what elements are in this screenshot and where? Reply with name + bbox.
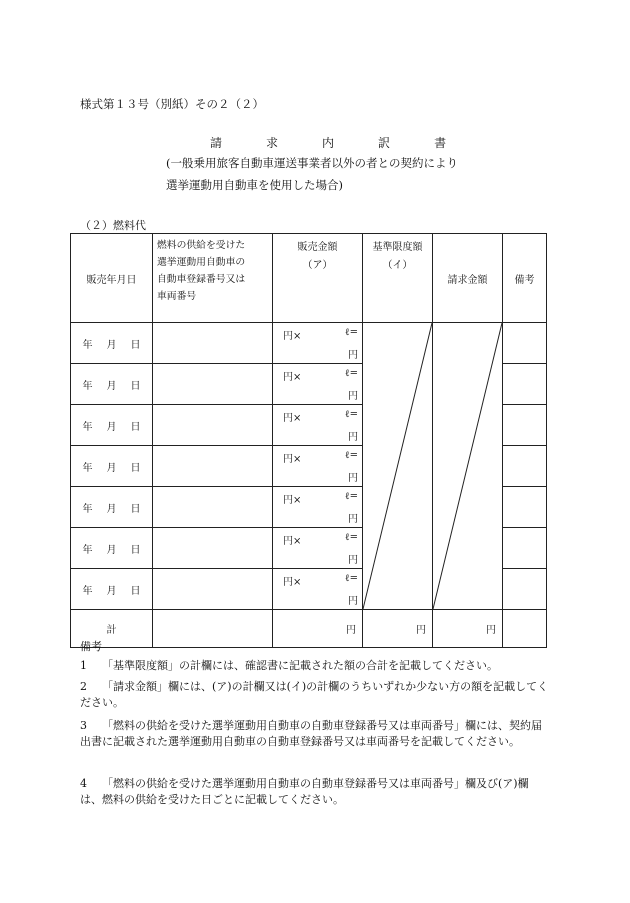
remarks-cell[interactable] [503, 364, 547, 405]
vehicle-cell[interactable] [153, 405, 273, 446]
subtitle-line-1: (一般乗用旅客自動車運送事業者以外の者との契約により [166, 156, 458, 170]
date-cell[interactable]: 年 月 日 [71, 528, 153, 569]
header-date: 販売年月日 [71, 234, 153, 323]
total-row [71, 610, 547, 648]
remarks-cell[interactable] [503, 405, 547, 446]
remarks-cell[interactable] [503, 323, 547, 364]
header-claim: 請求金額 [433, 234, 503, 323]
vehicle-cell[interactable] [153, 364, 273, 405]
total-vehicle-cell [153, 610, 273, 648]
amount-cell[interactable]: 円× ℓ= 円 [273, 446, 363, 487]
date-cell[interactable]: 年 月 日 [71, 487, 153, 528]
remarks-cell[interactable] [503, 446, 547, 487]
vehicle-cell[interactable] [153, 569, 273, 610]
date-cell[interactable]: 年 月 日 [71, 569, 153, 610]
amount-cell[interactable]: 円× ℓ= 円 [273, 364, 363, 405]
total-limit-cell[interactable]: 円 [363, 610, 433, 648]
vehicle-cell[interactable] [153, 487, 273, 528]
total-remarks-cell[interactable] [503, 610, 547, 648]
total-claim-cell[interactable]: 円 [433, 610, 503, 648]
header-limit: 基準限度額 （イ） [363, 234, 433, 323]
date-cell[interactable]: 年 月 日 [71, 446, 153, 487]
amount-cell[interactable]: 円× ℓ= 円 [273, 323, 363, 364]
amount-cell[interactable]: 円× ℓ= 円 [273, 405, 363, 446]
total-amount-cell[interactable]: 円 [273, 610, 363, 648]
title-char: 内 [322, 136, 335, 150]
fuel-cost-table [70, 233, 547, 648]
title-char: 書 [434, 136, 447, 150]
amount-cell[interactable]: 円× ℓ= 円 [273, 487, 363, 528]
note-item: 4 「燃料の供給を受けた選挙運動用自動車の自動車登録番号又は車両番号」欄及び(ア)欄は、燃料の供給を受けた日ごとに記載してください。 [80, 777, 529, 806]
document-title [210, 134, 446, 151]
remarks-cell[interactable] [503, 487, 547, 528]
note-item: 2 「請求金額」欄には、(ア)の計欄又は(イ)の計欄のうちいずれか少ない方の額を記載してください。 [80, 680, 549, 709]
date-cell[interactable]: 年 月 日 [71, 405, 153, 446]
section-title: （２）燃料代 [80, 219, 146, 232]
remarks-cell[interactable] [503, 569, 547, 610]
limit-cell-crossed [363, 323, 433, 610]
claim-cell-crossed [433, 323, 503, 610]
note-item: 1 「基準限度額」の計欄には、確認書に記載された額の合計を記載してください。 [80, 659, 498, 672]
title-char: 請 [210, 136, 223, 150]
vehicle-cell[interactable] [153, 446, 273, 487]
header-amount: 販売金額 （ア） [273, 234, 363, 323]
amount-cell[interactable]: 円× ℓ= 円 [273, 528, 363, 569]
date-cell[interactable]: 年 月 日 [71, 364, 153, 405]
notes-heading: 備考 [80, 640, 102, 653]
title-char: 訳 [378, 136, 391, 150]
subtitle-line-2: 選挙運動用自動車を使用した場合) [166, 178, 343, 192]
note-item: 3 「燃料の供給を受けた選挙運動用自動車の自動車登録番号又は車両番号」欄には、契約届出書に記載された選挙運動用自動車の自動車登録番号又は車両番号を記載してください。 [80, 719, 542, 748]
amount-cell[interactable]: 円× ℓ= 円 [273, 569, 363, 610]
date-cell[interactable]: 年 月 日 [71, 323, 153, 364]
title-char: 求 [266, 136, 279, 150]
vehicle-cell[interactable] [153, 323, 273, 364]
remarks-cell[interactable] [503, 528, 547, 569]
header-vehicle: 燃料の供給を受けた 選挙運動用自動車の 自動車登録番号又は 車両番号 [153, 234, 273, 323]
total-label: 計 [71, 610, 153, 648]
table-row [71, 323, 547, 364]
form-number: 様式第１３号（別紙）その２（２） [80, 97, 264, 111]
vehicle-cell[interactable] [153, 528, 273, 569]
header-remarks: 備考 [503, 234, 547, 323]
